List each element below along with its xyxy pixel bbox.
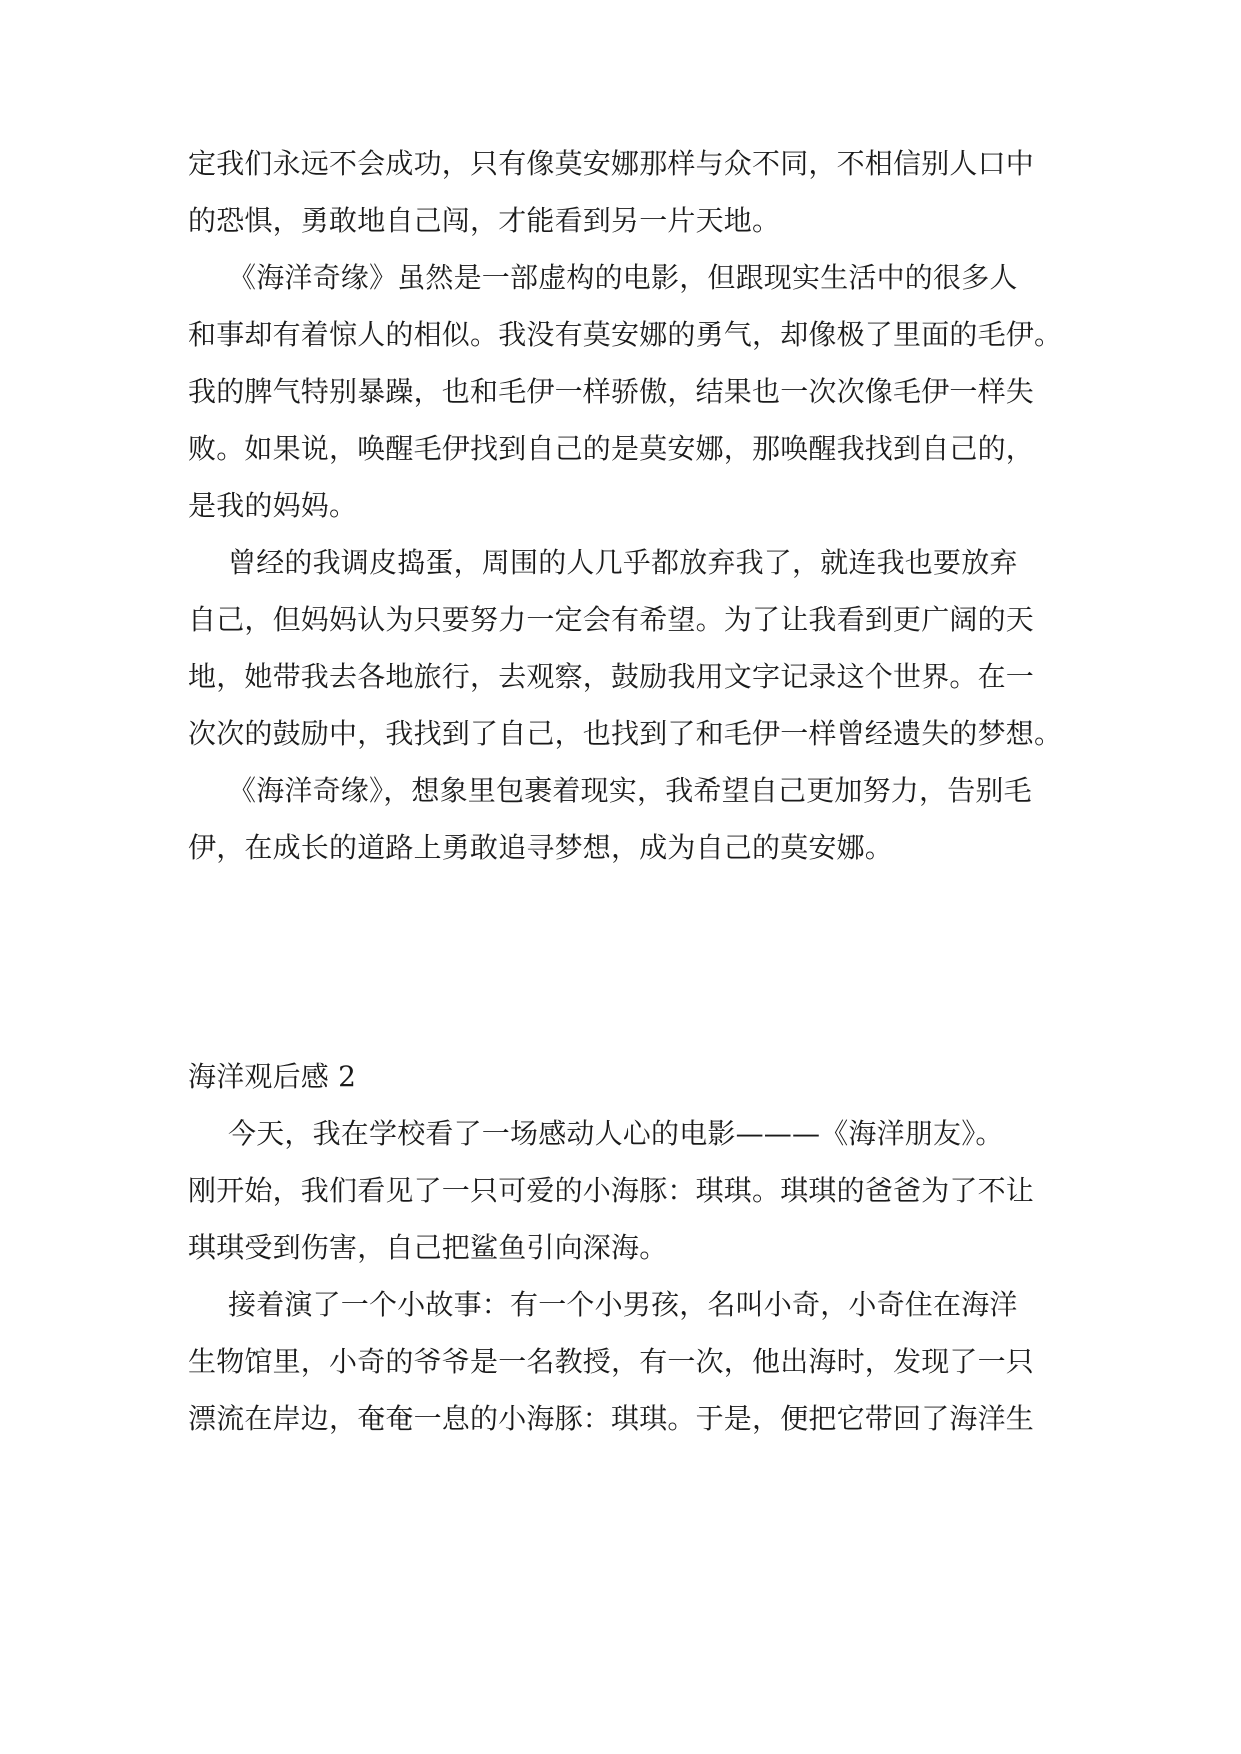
- text-line: 定我们永远不会成功，只有像莫安娜那样与众不同，不相信别人口中: [188, 147, 1035, 180]
- text-line: 地，她带我去各地旅行，去观察，鼓励我用文字记录这个世界。在一: [188, 660, 1035, 693]
- text-line: 和事却有着惊人的相似。我没有莫安娜的勇气，却像极了里面的毛伊。: [188, 318, 1063, 351]
- text-line: 伊，在成长的道路上勇敢追寻梦想，成为自己的莫安娜。: [188, 831, 894, 864]
- text-line: 我的脾气特别暴躁，也和毛伊一样骄傲，结果也一次次像毛伊一样失: [188, 375, 1035, 408]
- paragraph-start-line: 《海洋奇缘》虽然是一部虚构的电影，但跟现实生活中的很多人: [228, 261, 1018, 294]
- text-line: 刚开始，我们看见了一只可爱的小海豚：琪琪。琪琪的爸爸为了不让: [188, 1174, 1035, 1207]
- paragraph-start-line: 《海洋奇缘》，想象里包裹着现实，我希望自己更加努力，告别毛: [228, 774, 1032, 807]
- text-line: 生物馆里，小奇的爷爷是一名教授，有一次，他出海时，发现了一只: [188, 1345, 1035, 1378]
- section-heading: 海洋观后感 2: [188, 1060, 357, 1093]
- text-line: 的恐惧，勇敢地自己闯，才能看到另一片天地。: [188, 204, 781, 237]
- paragraph-start-line: 曾经的我调皮捣蛋，周围的人几乎都放弃我了，就连我也要放弃: [228, 546, 1018, 579]
- text-line: 是我的妈妈。: [188, 489, 358, 522]
- text-line: 自己，但妈妈认为只要努力一定会有希望。为了让我看到更广阔的天: [188, 603, 1035, 636]
- paragraph-start-line: 接着演了一个小故事：有一个小男孩，名叫小奇，小奇住在海洋: [228, 1288, 1018, 1321]
- paragraph-start-line: 今天，我在学校看了一场感动人心的电影———《海洋朋友》。: [228, 1117, 1004, 1150]
- text-line: 败。如果说，唤醒毛伊找到自己的是莫安娜，那唤醒我找到自己的，: [188, 432, 1035, 465]
- text-line: 次次的鼓励中，我找到了自己，也找到了和毛伊一样曾经遗失的梦想。: [188, 717, 1063, 750]
- text-line: 琪琪受到伤害，自己把鲨鱼引向深海。: [188, 1231, 668, 1264]
- text-line: 漂流在岸边，奄奄一息的小海豚：琪琪。于是，便把它带回了海洋生: [188, 1402, 1035, 1435]
